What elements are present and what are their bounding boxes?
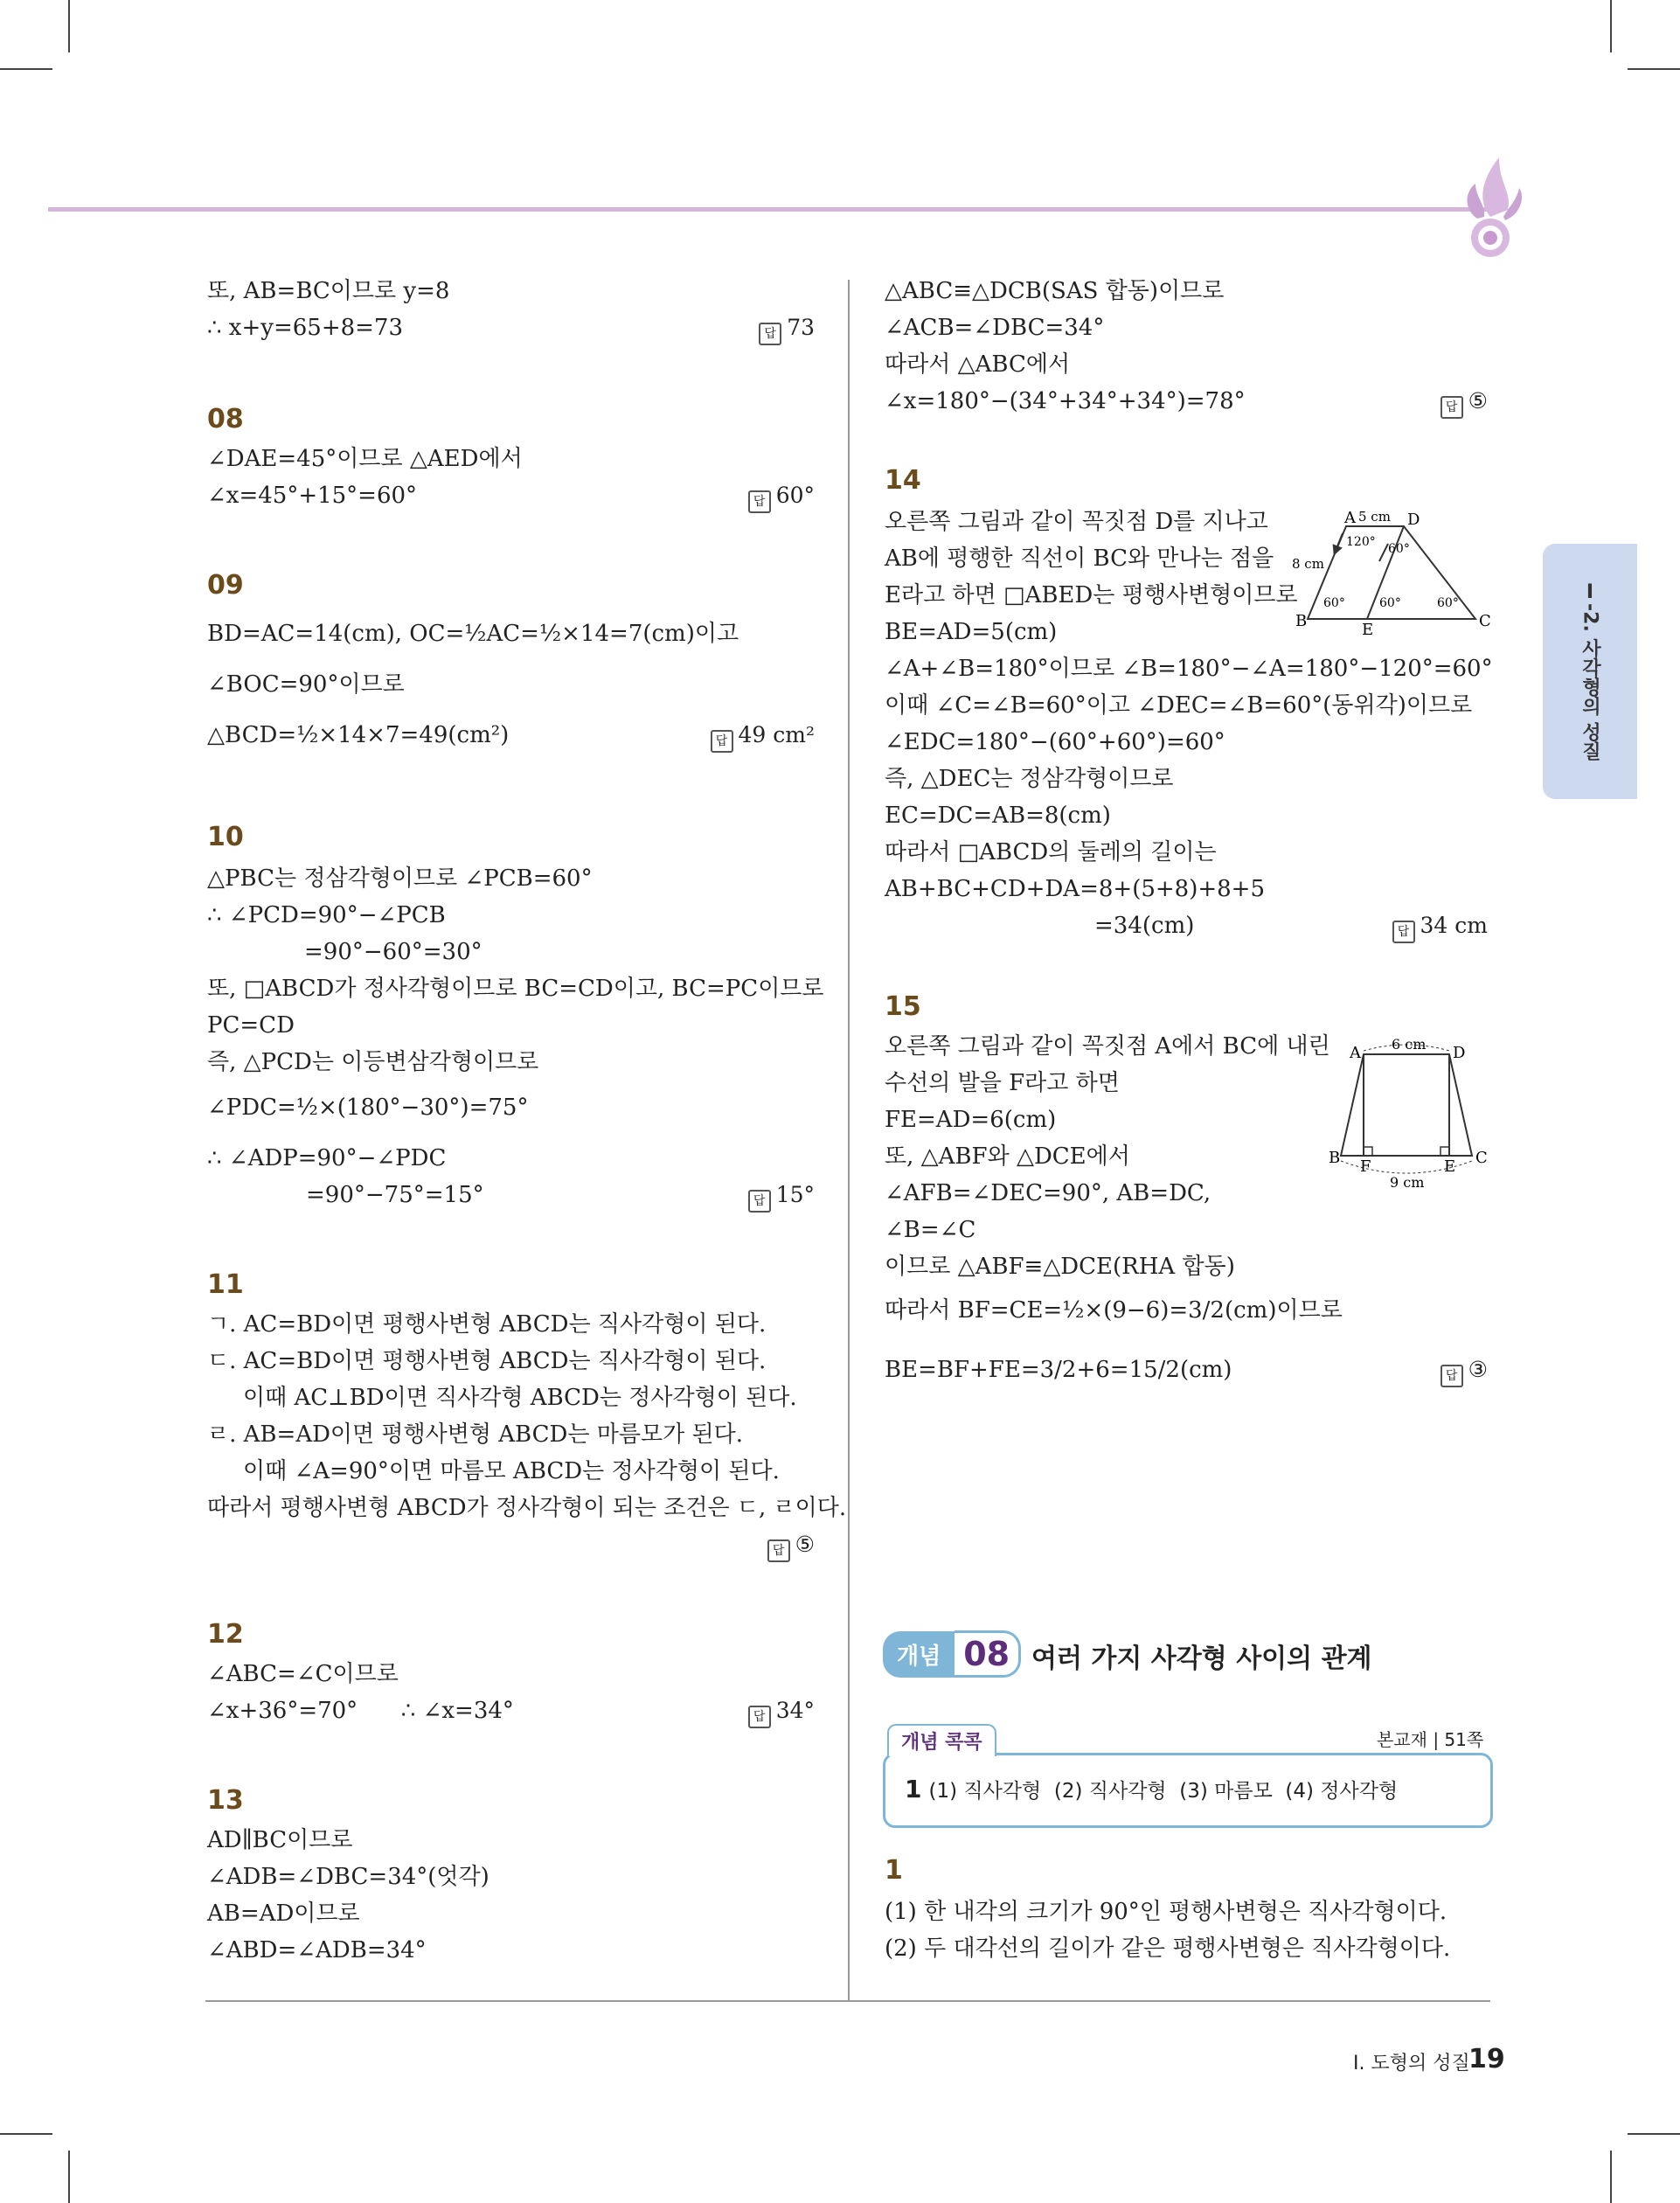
answer <box>717 315 815 345</box>
text-line: BD=AC=14(cm), OC=½AC=½×14=7(cm)이고 <box>207 621 739 647</box>
text-line: ∠ACB=∠DBC=34° <box>885 315 1105 341</box>
point-e-label: E <box>1444 1157 1456 1176</box>
text-line: ∠AFB=∠DEC=90°, AB=DC, <box>885 1180 1211 1206</box>
problem-number: 15 <box>885 991 921 1022</box>
text-line: ∠ADB=∠DBC=34°(엇각) <box>207 1864 489 1890</box>
crop-mark <box>68 0 70 52</box>
answer-mark-icon: 답 <box>767 1539 790 1562</box>
answer <box>1390 388 1488 419</box>
length-label: 6 cm <box>1392 1036 1427 1053</box>
side-tab-label: Ⅰ-2. 사각형의 성질 <box>1579 581 1601 761</box>
crop-mark <box>1610 2151 1612 2203</box>
answer-value: 73 <box>787 315 815 340</box>
answer-mark-icon: 답 <box>1440 396 1463 419</box>
point-b-label: B <box>1329 1149 1341 1167</box>
text-line: (2) 두 대각선의 길이가 같은 평행사변형은 직사각형이다. <box>885 1935 1451 1962</box>
text-line: BE=BF+FE=3/2+6=15/2(cm) <box>885 1357 1232 1383</box>
text-line: AB에 평행한 직선이 BC와 만나는 점을 <box>885 546 1274 572</box>
text-line: △PBC는 정삼각형이므로 ∠PCB=60° <box>207 865 593 892</box>
text-line: 이때 AC⊥BD이면 직사각형 ABCD는 정사각형이 된다. <box>243 1385 797 1411</box>
answer-value: ③ <box>1468 1357 1488 1382</box>
angle-label: 60° <box>1323 596 1345 610</box>
answer <box>717 1698 815 1728</box>
crop-mark <box>1628 68 1680 70</box>
concept-title: 여러 가지 사각형 사이의 관계 <box>1031 1644 1372 1674</box>
answer-value: 34 cm <box>1420 913 1488 938</box>
answer-value: 60° <box>775 483 815 508</box>
text-line: AB+BC+CD+DA=8+(5+8)+8+5 <box>885 876 1266 902</box>
text-line: ∠EDC=180°−(60°+60°)=60° <box>885 729 1225 755</box>
flower-ornament-icon <box>1451 140 1530 262</box>
angle-label: 60° <box>1388 542 1410 556</box>
text-line: 또, △ABF와 △DCE에서 <box>885 1143 1130 1170</box>
text-line: 이때 ∠C=∠B=60°이고 ∠DEC=∠B=60°(동위각)이므로 <box>885 692 1473 719</box>
text-line: ㄱ. AC=BD이면 평행사변형 ABCD는 직사각형이 된다. <box>207 1311 767 1338</box>
problem-number: 13 <box>207 1785 244 1816</box>
chapter-side-tab <box>1543 544 1637 799</box>
text-line: PC=CD <box>207 1012 295 1039</box>
text-line: AB=AD이므로 <box>207 1901 360 1927</box>
text-line: ∠x=180°−(34°+34°+34°)=78° <box>885 388 1246 414</box>
text-line: BE=AD=5(cm) <box>885 619 1058 645</box>
concept-badge-label: 개념 <box>883 1631 955 1678</box>
answer-value: ⑤ <box>795 1532 815 1557</box>
footer-section: Ⅰ. 도형의 성질 <box>1353 2053 1470 2074</box>
answer-value: 49 cm² <box>738 722 815 747</box>
text-line: ∴ ∠PCD=90°−∠PCB <box>207 902 446 928</box>
text-line: (1) 한 내각의 크기가 90°인 평행사변형은 직사각형이다. <box>885 1899 1447 1925</box>
crop-mark <box>0 68 52 70</box>
crop-mark <box>1628 2133 1680 2135</box>
point-c-label: C <box>1479 612 1491 630</box>
concept-answer-line <box>905 1775 1398 1803</box>
trapezoid-figure-15 <box>1329 1032 1500 1198</box>
text-line: 즉, △DEC는 정삼각형이므로 <box>885 766 1174 792</box>
text-line: 따라서 □ABCD의 둘레의 길이는 <box>885 839 1217 865</box>
text-line: FE=AD=6(cm) <box>885 1107 1057 1133</box>
text-line: 또, AB=BC이므로 y=8 <box>207 278 450 304</box>
concept-item-text: (1) 직사각형 (2) 직사각형 (3) 마름모 (4) 정사각형 <box>928 1780 1399 1803</box>
text-line: △ABC≡△DCB(SAS 합동)이므로 <box>885 278 1225 304</box>
answer-mark-icon: 답 <box>748 1190 771 1213</box>
text-line: ∴ ∠ADP=90°−∠PDC <box>207 1145 447 1171</box>
text-line: 이므로 △ABF≡△DCE(RHA 합동) <box>885 1254 1235 1280</box>
angle-label: 120° <box>1346 535 1376 549</box>
point-a-label: A <box>1350 1044 1361 1062</box>
text-line: ㄷ. AC=BD이면 평행사변형 ABCD는 직사각형이 된다. <box>207 1348 767 1374</box>
problem-number: 09 <box>207 570 244 601</box>
answer-mark-icon: 답 <box>748 1706 771 1728</box>
text-line: 즉, △PCD는 이등변삼각형이므로 <box>207 1049 539 1075</box>
text-line: ∠x=45°+15°=60° <box>207 483 418 509</box>
answer <box>717 1182 815 1213</box>
text-line: 오른쪽 그림과 같이 꼭짓점 D를 지나고 <box>885 509 1268 535</box>
text-line: E라고 하면 □ABED는 평행사변형이므로 <box>885 582 1298 608</box>
text-line: =34(cm) <box>1094 913 1195 939</box>
answer <box>717 483 815 513</box>
point-d-label: D <box>1453 1044 1466 1062</box>
length-label: 8 cm <box>1292 556 1324 572</box>
text-line: 오른쪽 그림과 같이 꼭짓점 A에서 BC에 내린 <box>885 1033 1330 1060</box>
text-line: ∴ x+y=65+8=73 <box>207 315 404 341</box>
point-b-label: B <box>1295 612 1308 630</box>
answer <box>1364 913 1488 943</box>
text-line: =90°−75°=15° <box>306 1182 484 1208</box>
problem-number: 1 <box>885 1855 903 1886</box>
answer-mark-icon: 답 <box>1392 921 1415 943</box>
point-c-label: C <box>1475 1149 1488 1167</box>
point-e-label: E <box>1362 621 1374 635</box>
text-line: 수선의 발을 F라고 하면 <box>885 1070 1120 1096</box>
text-line: ∠ABC=∠C이므로 <box>207 1661 399 1687</box>
answer-value: ⑤ <box>1468 388 1488 413</box>
concept-tag: 개념 콕콕 <box>887 1724 996 1756</box>
text-line: ∠DAE=45°이므로 △AED에서 <box>207 446 523 472</box>
text-line: =90°−60°=30° <box>304 939 482 965</box>
point-d-label: D <box>1407 511 1420 529</box>
crop-mark <box>1610 0 1612 52</box>
problem-number: 10 <box>207 822 244 852</box>
text-line: 따라서 △ABC에서 <box>885 351 1071 378</box>
text-line: ∠A+∠B=180°이므로 ∠B=180°−∠A=180°−120°=60° <box>885 656 1493 682</box>
problem-number: 14 <box>885 465 921 496</box>
answer-mark-icon: 답 <box>759 323 781 345</box>
column-divider <box>848 280 850 2002</box>
textbook-reference: 본교재 | 51쪽 <box>1377 1729 1484 1750</box>
text-line: EC=DC=AB=8(cm) <box>885 803 1111 829</box>
bottom-rule <box>205 2000 1490 2002</box>
concept-badge <box>883 1628 1021 1680</box>
answer-value: 15° <box>775 1182 815 1207</box>
text-line: 따라서 BF=CE=½×(9−6)=3/2(cm)이므로 <box>885 1297 1343 1324</box>
text-line: ∠PDC=½×(180°−30°)=75° <box>207 1095 529 1121</box>
problem-number: 12 <box>207 1619 244 1650</box>
crop-mark <box>68 2151 70 2203</box>
text-line: △BCD=½×14×7=49(cm²) <box>207 722 510 748</box>
text-line: AD∥BC이므로 <box>207 1827 353 1853</box>
text-line: 따라서 평행사변형 ABCD가 정사각형이 되는 조건은 ㄷ, ㄹ이다. <box>207 1495 847 1521</box>
length-label: 9 cm <box>1390 1174 1425 1191</box>
text-line: ∠x+36°=70° ∴ ∠x=34° <box>207 1698 514 1724</box>
header-rule <box>48 207 1490 212</box>
angle-label: 60° <box>1437 596 1459 610</box>
answer-mark-icon: 답 <box>711 730 733 753</box>
text-line: 또, □ABCD가 정사각형이므로 BC=CD이고, BC=PC이므로 <box>207 976 824 1002</box>
point-f-label: F <box>1360 1157 1371 1176</box>
length-label: 5 cm <box>1358 509 1391 525</box>
answer-value: 34° <box>775 1698 815 1723</box>
point-a-label: A <box>1344 509 1356 527</box>
text-line: ∠ABD=∠ADB=34° <box>207 1937 427 1963</box>
trapezoid-figure-14 <box>1292 507 1498 635</box>
answer-mark-icon: 답 <box>1440 1365 1463 1387</box>
crop-mark <box>0 2133 52 2135</box>
text-line: 이때 ∠A=90°이면 마름모 ABCD는 정사각형이 된다. <box>243 1458 780 1484</box>
answer <box>1390 1357 1488 1387</box>
angle-label: 60° <box>1379 596 1401 610</box>
text-line: ㄹ. AB=AD이면 평행사변형 ABCD는 마름모가 된다. <box>207 1421 743 1448</box>
concept-number: 08 <box>955 1630 1021 1678</box>
answer <box>717 1532 815 1562</box>
problem-number: 08 <box>207 404 244 434</box>
text-line: ∠B=∠C <box>885 1217 976 1243</box>
answer <box>691 722 815 753</box>
answer-mark-icon: 답 <box>748 490 771 513</box>
text-line: ∠BOC=90°이므로 <box>207 671 405 698</box>
problem-number: 11 <box>207 1269 244 1300</box>
page-number: 19 <box>1468 2044 1505 2074</box>
concept-item-number: 1 <box>905 1775 922 1803</box>
